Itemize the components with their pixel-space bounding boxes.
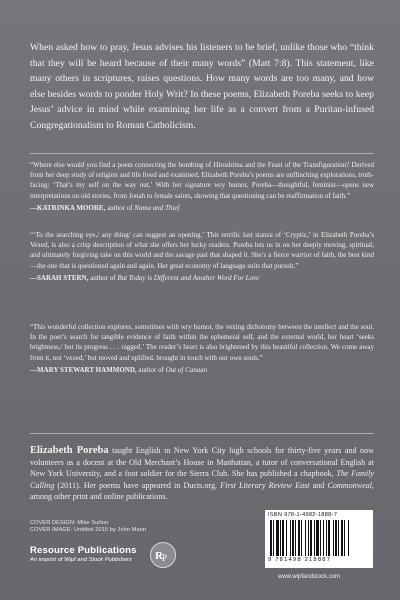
barcode-bars-icon <box>268 520 370 556</box>
blurb-role-prefix: author of <box>138 365 164 374</box>
author-bio <box>30 445 374 503</box>
bio-text-b: (2011). Her poems have appeared in Ducts.org, <box>54 480 221 490</box>
blurb-role: Out of Canaan <box>165 365 208 374</box>
barcode-digits: 9 781498 218887 <box>268 557 332 563</box>
svg-text:R: R <box>155 550 163 562</box>
blurb-author: —SARAH STERN, <box>30 273 89 282</box>
blurb-role: Numa and Thief <box>134 203 180 212</box>
intro-text: When asked how to pray, Jesus advises his listeners to be brief, unlike those who “think that they will be heard because of their many words” (Matt 7:8). This statement, like many others in scriptures, raises questions. How many words are too many, and how else besides words to ponder Holy Writ? In these poems, Elizabeth Poreba seeks to keep Jesus’ advice in mind while examining her life as a convert from a Puritan-infused Congregationalism to Roman Catholicism. <box>30 42 374 131</box>
blurb-author: —MARY STEWART HAMMOND, <box>30 365 137 374</box>
blurb-role-prefix: author of <box>90 273 116 282</box>
author-name: Elizabeth Poreba <box>30 445 109 456</box>
publisher-logo-icon <box>150 542 176 568</box>
blurb-role: But Today is Different and Another Word For Love <box>117 273 260 282</box>
bio-text-c: and <box>309 480 328 490</box>
blurb-3 <box>30 322 374 375</box>
journal-title-1: First Literary Review East <box>220 480 310 490</box>
bio-text-d: , among other print and online publications. <box>30 480 375 502</box>
blurb-attribution <box>30 203 374 213</box>
isbn-label: ISBN 978-1-4982-1888-7 <box>268 512 338 518</box>
blurb-attribution <box>30 273 374 283</box>
cover-credits <box>30 520 146 534</box>
blurb-1 <box>30 160 374 213</box>
intro-paragraph <box>30 40 374 134</box>
blurb-role-prefix: author of <box>107 203 133 212</box>
cover-image-credit: COVER IMAGE: Untitled 2015 by John Mann <box>30 527 147 533</box>
svg-text:P: P <box>162 553 168 563</box>
blurb-author: —KATRINKA MOORE, <box>30 203 106 212</box>
blurb-2 <box>30 230 374 283</box>
divider-top <box>30 153 374 154</box>
publisher-url: www.wipfandstock.com <box>278 574 341 580</box>
blurb-text: “‘To the searching eye,/ any thing/ can suggest an opening.’ This terrific last stanza of ‘Cryptic,’ in Elizabeth Poreba’s Vexed, is also a crisp description of what she offers her lucky readers. Poreba lets us in on her deeply moving, spiritual, and ultimately forgiving take on this world and the savage past that shaped it. She’s a fierce warrior of faith, the best kind—the one that is questioned again and again. Her great economy of language suits that pursuit.” <box>30 231 374 270</box>
blurb-text: “This wonderful collection explores, sometimes with wry humor, the vexing dichotomy between the intellect and the soul. In the poet’s search for tangible evidence of faith within the ephemeral self, and the external world, her heart ‘seeks brightness,/ but its progress . . . ragged.’ The reader’s heart is also brightened by this beautiful collection. We come away from it, not ‘vexed,’ but moved and uplifted, brought in touch with our own souls.” <box>30 323 374 362</box>
blurb-text: “Where else would you find a poem connecting the bombing of Hiroshima and the Feast of the Transfiguration? Derived from her deep study of religion and life lived and examined, Elizabeth Poreba’s poems are unflinching explorations, truth-facing: ‘That’s my self on the way out.’ With her signature wry humor, Poreba—thoughtful, feminist—opens new interpretations on old stories, from Jonah to female saints, showing that questioning can be reaffirmation of faith.” <box>30 161 374 200</box>
publisher-name: Resource Publications <box>30 545 137 556</box>
barcode <box>265 510 373 568</box>
journal-title-2: Commonweal <box>327 480 372 490</box>
chapbook-title: The Family Calling <box>30 469 374 490</box>
blurb-attribution <box>30 365 374 375</box>
publisher-imprint-line: An imprint of Wipf and Stock Publishers <box>30 557 132 563</box>
cover-design-credit: COVER DESIGN: Mike Surber <box>30 520 109 526</box>
bio-text-a: taught English in New York City high schools for thirty-five years and now volunteers as a docent at the Old Merchant’s House in Manhattan, a tutor of conversational English at New York University, and a foot soldier for the Sierra Club. She has published a chapbook, <box>30 446 374 479</box>
divider-bottom <box>30 433 374 434</box>
